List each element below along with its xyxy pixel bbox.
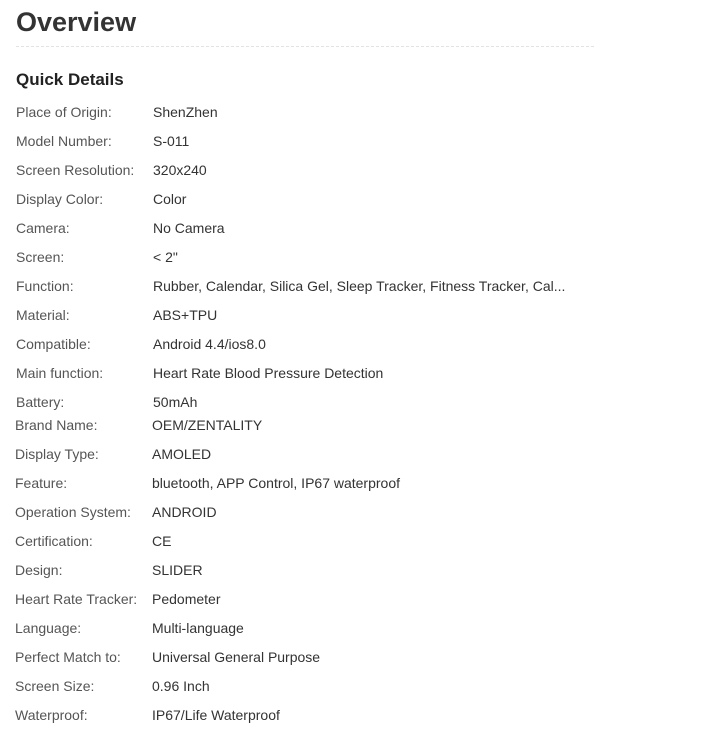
detail-row-screen-resolution [16,159,616,181]
detail-value: Pedometer [152,591,221,607]
detail-row-perfect-match-to [15,646,615,668]
detail-value: Heart Rate Blood Pressure Detection [153,365,384,381]
detail-label: Perfect Match to: [15,649,121,665]
detail-label: Screen Size: [15,678,95,694]
detail-label: Camera: [16,220,70,236]
detail-value: 50mAh [153,394,198,410]
detail-row-brand-name [15,414,615,436]
detail-value: Android 4.4/ios8.0 [153,336,266,352]
overview-title: Overview [16,7,137,37]
detail-label: Display Type: [15,446,99,462]
detail-value: Color [153,191,187,207]
detail-value: OEM/ZENTALITY [152,417,263,433]
detail-value: < 2" [153,249,178,265]
detail-label: Screen: [16,249,65,265]
detail-label: Place of Origin: [16,104,112,120]
detail-label: Language: [15,620,82,636]
detail-row-compatible [16,333,616,355]
detail-row-screen [16,246,616,268]
detail-value: 0.96 Inch [152,678,210,694]
detail-row-design [15,559,615,581]
detail-row-language [15,617,615,639]
detail-value: 320x240 [153,162,207,178]
detail-label: Certification: [15,533,93,549]
detail-row-model-number [16,130,616,152]
detail-label: Model Number: [16,133,112,149]
detail-row-heart-rate-tracker [15,588,615,610]
detail-row-certification [15,530,615,552]
detail-value: ABS+TPU [153,307,218,323]
detail-value: Multi-language [152,620,244,636]
detail-row-material [16,304,616,326]
detail-label: Display Color: [16,191,104,207]
detail-value: ShenZhen [153,104,218,120]
detail-row-camera [16,217,616,239]
detail-row-feature [15,472,615,494]
detail-value: IP67/Life Waterproof [152,707,280,723]
detail-value: SLIDER [152,562,203,578]
detail-row-battery [16,391,616,413]
detail-row-display-color [16,188,616,210]
detail-value: Universal General Purpose [152,649,321,665]
detail-label: Operation System: [15,504,131,520]
detail-label: Main function: [16,365,104,381]
detail-row-place-of-origin [16,101,616,123]
detail-label: Material: [16,307,70,323]
detail-label: Screen Resolution: [16,162,135,178]
detail-label: Waterproof: [15,707,88,723]
detail-label: Compatible: [16,336,91,352]
detail-value: CE [152,533,172,549]
detail-value: S-011 [153,133,190,149]
detail-label: Battery: [16,394,65,410]
detail-label: Heart Rate Tracker: [15,591,138,607]
detail-value: No Camera [153,220,225,236]
detail-value: Rubber, Calendar, Silica Gel, Sleep Tracker, Fitness Tracker, Cal... [153,278,566,294]
detail-row-waterproof [15,704,615,726]
detail-row-screen-size [15,675,615,697]
section-divider [16,46,594,47]
detail-row-function [16,275,616,297]
detail-row-operation-system [15,501,615,523]
detail-value: AMOLED [152,446,212,462]
detail-row-main-function [16,362,616,384]
detail-label: Design: [15,562,63,578]
detail-value: bluetooth, APP Control, IP67 waterproof [152,475,401,491]
detail-label: Brand Name: [15,417,98,433]
detail-label: Function: [16,278,74,294]
detail-row-display-type [15,443,615,465]
quick-details-title: Quick Details [16,70,124,89]
detail-value: ANDROID [152,504,217,520]
detail-label: Feature: [15,475,68,491]
